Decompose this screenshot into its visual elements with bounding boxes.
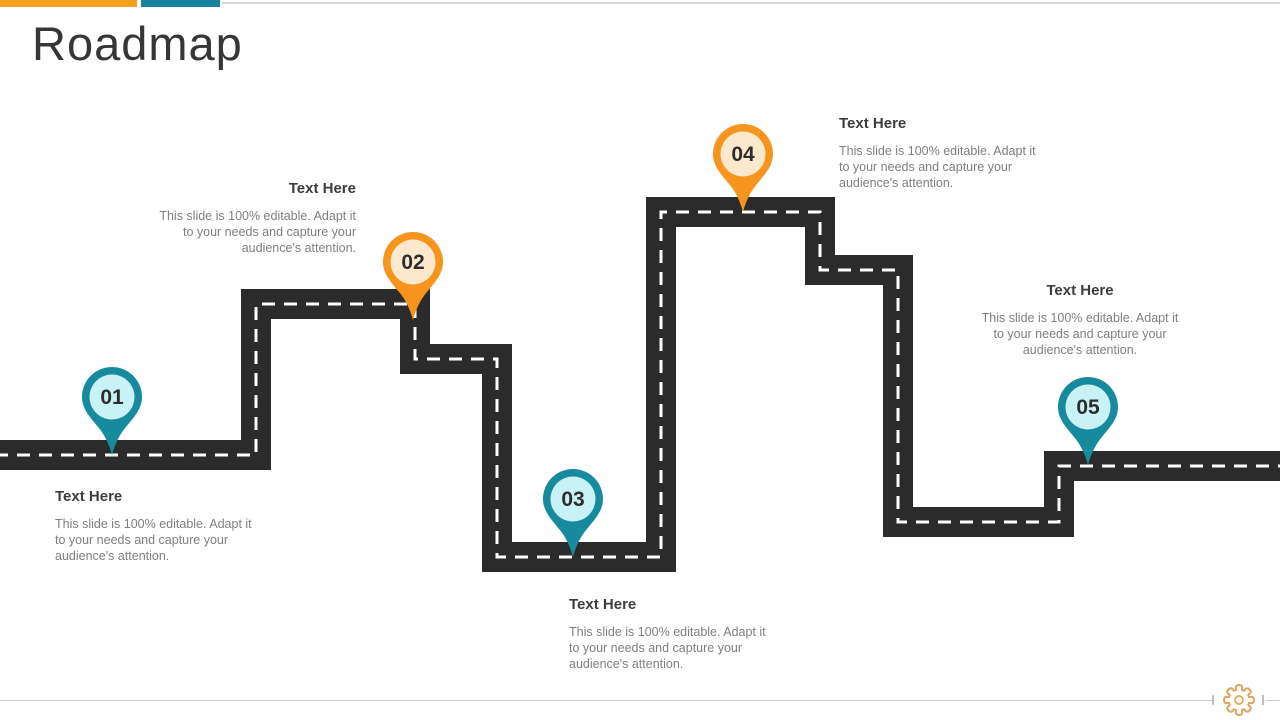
milestone-text-block-02 — [126, 180, 356, 256]
pin-number: 03 — [561, 488, 585, 511]
footer-divider-right — [1266, 700, 1280, 701]
milestone-pin-05 — [1056, 375, 1120, 467]
milestone-desc-line: audience's attention. — [55, 549, 170, 563]
milestone-desc-line: to your needs and capture your — [993, 327, 1167, 341]
milestone-desc-line: to your needs and capture your — [839, 160, 1013, 174]
milestone-desc-line: This slide is 100% editable. Adapt it — [55, 517, 252, 531]
milestone-title: Text Here — [839, 115, 907, 132]
footer-tick-right — [1262, 695, 1264, 705]
pin-number: 04 — [731, 143, 755, 166]
footer-divider — [0, 700, 1212, 701]
footer-tick-left — [1212, 695, 1214, 705]
milestone-desc-line: This slide is 100% editable. Adapt it — [569, 625, 766, 639]
milestone-title: Text Here — [1046, 282, 1114, 299]
milestone-pin-03 — [541, 467, 605, 559]
milestone-desc-line: to your needs and capture your — [569, 641, 743, 655]
milestone-desc-line: audience's attention. — [569, 657, 684, 671]
milestone-pin-01 — [80, 365, 144, 457]
milestone-desc-line: This slide is 100% editable. Adapt it — [839, 144, 1036, 158]
milestone-title: Text Here — [569, 596, 637, 613]
milestone-desc-line: audience's attention. — [839, 176, 954, 190]
milestone-text-block-05 — [960, 282, 1200, 358]
milestone-desc-line: audience's attention. — [1022, 343, 1138, 357]
milestone-title: Text Here — [288, 180, 356, 197]
milestone-desc-line: to your needs and capture your — [182, 225, 356, 239]
milestone-title: Text Here — [55, 488, 123, 505]
milestone-desc-line: This slide is 100% editable. Adapt it — [159, 209, 356, 223]
milestone-pin-04 — [711, 122, 775, 214]
milestone-text-block-04 — [839, 115, 1069, 191]
milestone-pin-02 — [381, 230, 445, 322]
pin-number: 02 — [401, 251, 425, 274]
milestone-desc-line: audience's attention. — [241, 241, 356, 255]
gear-icon — [1221, 682, 1257, 718]
milestone-text-block-03 — [569, 596, 799, 672]
page-title: Roadmap — [32, 17, 243, 70]
pin-number: 01 — [100, 386, 124, 409]
milestone-desc-line: to your needs and capture your — [55, 533, 229, 547]
milestone-text-block-01 — [55, 488, 285, 564]
pin-number: 05 — [1076, 396, 1100, 419]
milestone-desc-line: This slide is 100% editable. Adapt it — [981, 311, 1179, 325]
